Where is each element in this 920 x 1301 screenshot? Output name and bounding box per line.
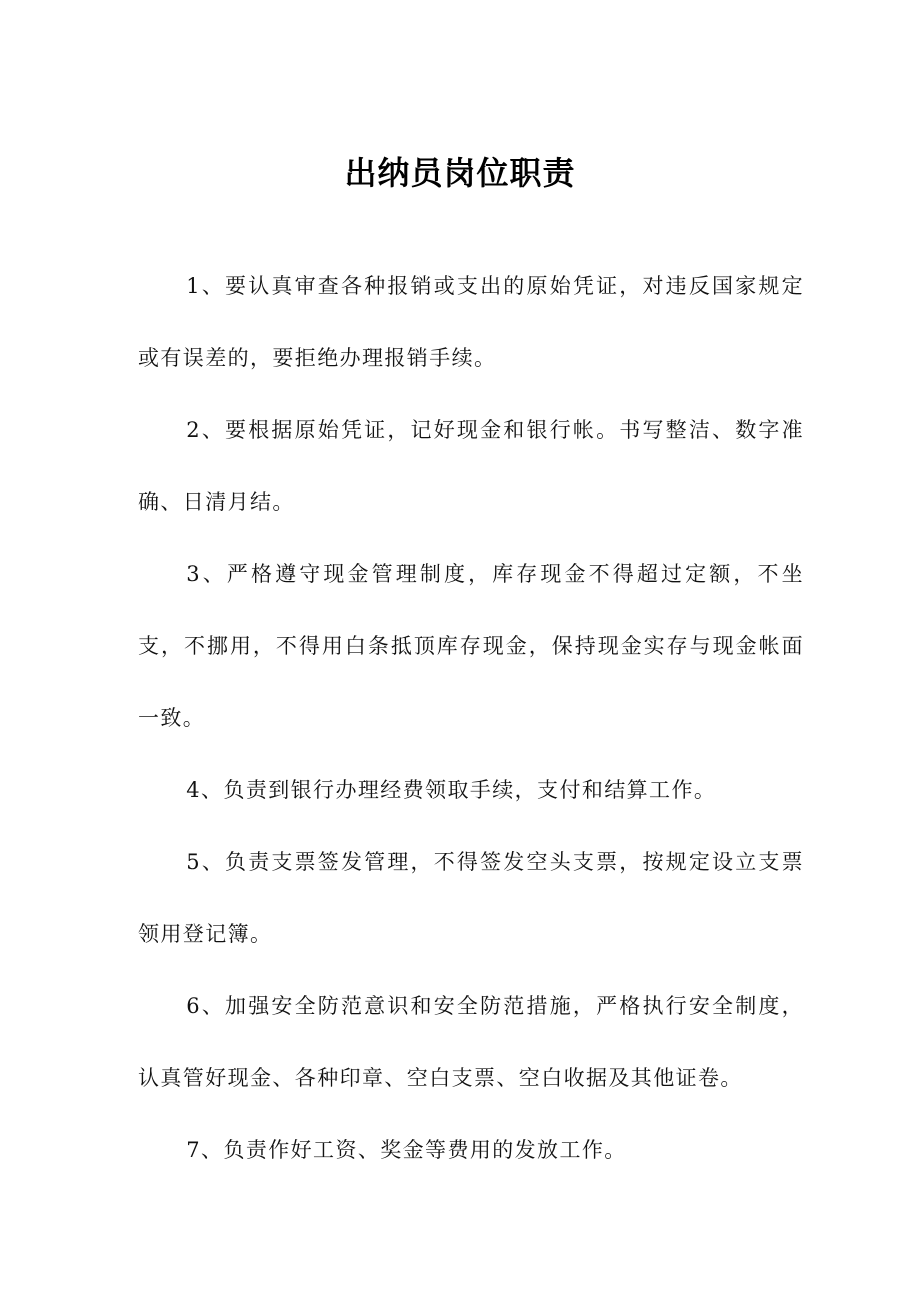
document-body	[138, 250, 804, 1186]
paragraph-7: 7、负责作好工资、奖金等费用的发放工作。	[186, 1138, 627, 1162]
document-title: 出纳员岗位职责	[344, 154, 576, 192]
paragraph-2: 2、要根据原始凭证，记好现金和银行帐。书写整洁、数字准确、日清月结。	[138, 418, 804, 514]
paragraph-3: 3、严格遵守现金管理制度，库存现金不得超过定额，不坐支，不挪用，不得用白条抵顶库存现金，保持现金实存与现金帐面一致。	[138, 562, 804, 730]
paragraph-5: 5、负责支票签发管理，不得签发空头支票，按规定设立支票领用登记簿。	[138, 850, 804, 946]
paragraph-4: 4、负责到银行办理经费领取手续，支付和结算工作。	[186, 778, 717, 802]
paragraph-6: 6、加强安全防范意识和安全防范措施，严格执行安全制度，认真管好现金、各种印章、空白支票、空白收据及其他证卷。	[138, 994, 804, 1090]
paragraph-1: 1、要认真审查各种报销或支出的原始凭证，对违反国家规定或有误差的，要拒绝办理报销手续。	[138, 274, 804, 370]
